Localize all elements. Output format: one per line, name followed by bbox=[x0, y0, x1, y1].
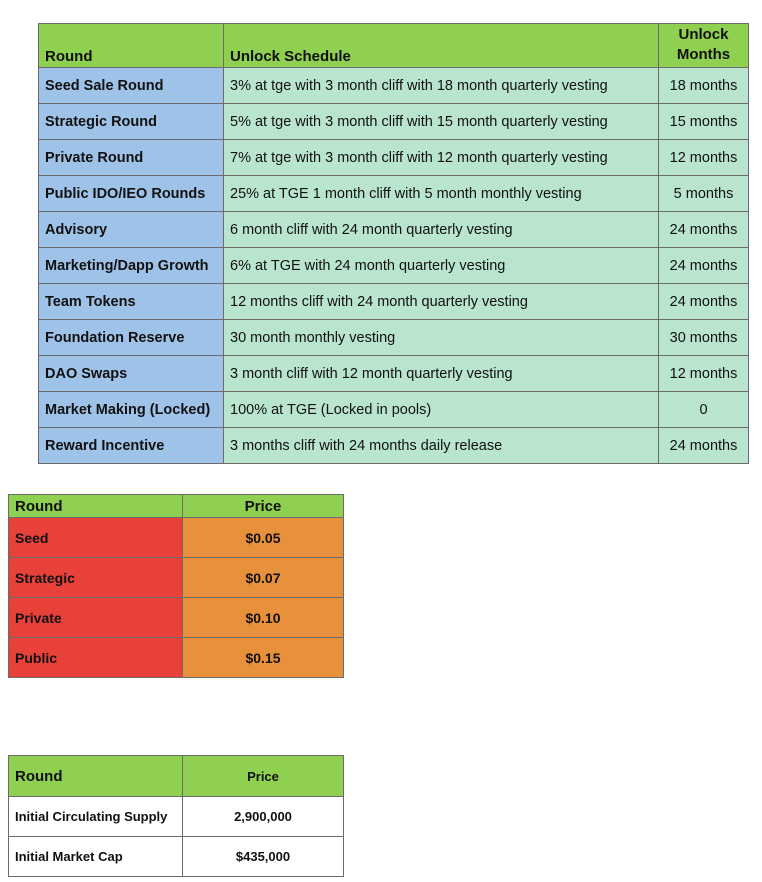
round-cell: Market Making (Locked) bbox=[39, 392, 224, 428]
round-cell: DAO Swaps bbox=[39, 356, 224, 392]
table-row bbox=[9, 638, 344, 678]
schedule-cell: 30 month monthly vesting bbox=[224, 320, 659, 356]
price-cell: $0.07 bbox=[183, 558, 344, 598]
months-cell: 15 months bbox=[659, 104, 749, 140]
table-row bbox=[39, 356, 749, 392]
months-cell: 24 months bbox=[659, 428, 749, 464]
round-cell: Foundation Reserve bbox=[39, 320, 224, 356]
months-cell: 0 bbox=[659, 392, 749, 428]
round-cell: Public bbox=[9, 638, 183, 678]
table-header-row bbox=[9, 756, 344, 797]
months-cell: 12 months bbox=[659, 140, 749, 176]
table-row bbox=[9, 558, 344, 598]
header-round: Round bbox=[39, 24, 224, 68]
months-cell: 24 months bbox=[659, 212, 749, 248]
table-row bbox=[9, 598, 344, 638]
round-cell: Team Tokens bbox=[39, 284, 224, 320]
round-cell: Reward Incentive bbox=[39, 428, 224, 464]
schedule-cell: 3 months cliff with 24 months daily release bbox=[224, 428, 659, 464]
months-cell: 30 months bbox=[659, 320, 749, 356]
months-cell: 18 months bbox=[659, 68, 749, 104]
table-row bbox=[9, 837, 344, 877]
round-cell: Strategic Round bbox=[39, 104, 224, 140]
table-row bbox=[39, 140, 749, 176]
schedule-cell: 3 month cliff with 12 month quarterly vesting bbox=[224, 356, 659, 392]
months-cell: 24 months bbox=[659, 248, 749, 284]
schedule-cell: 25% at TGE 1 month cliff with 5 month monthly vesting bbox=[224, 176, 659, 212]
header-months-line1: Unlock bbox=[678, 26, 729, 43]
header-price: Price bbox=[183, 495, 344, 518]
round-cell: Seed bbox=[9, 518, 183, 558]
table-row bbox=[39, 104, 749, 140]
months-cell: 12 months bbox=[659, 356, 749, 392]
supply-market-cap-table bbox=[8, 755, 344, 877]
round-cell: Public IDO/IEO Rounds bbox=[39, 176, 224, 212]
table-row bbox=[39, 428, 749, 464]
table-row bbox=[39, 392, 749, 428]
header-round: Round bbox=[9, 756, 183, 797]
price-cell: $0.05 bbox=[183, 518, 344, 558]
header-unlock-schedule: Unlock Schedule bbox=[224, 24, 659, 68]
round-cell: Advisory bbox=[39, 212, 224, 248]
months-cell: 5 months bbox=[659, 176, 749, 212]
metric-label-cell: Initial Market Cap bbox=[9, 837, 183, 877]
schedule-cell: 7% at tge with 3 month cliff with 12 month quarterly vesting bbox=[224, 140, 659, 176]
schedule-cell: 6 month cliff with 24 month quarterly vesting bbox=[224, 212, 659, 248]
months-cell: 24 months bbox=[659, 284, 749, 320]
round-cell: Private Round bbox=[39, 140, 224, 176]
price-cell: $0.15 bbox=[183, 638, 344, 678]
header-unlock-months bbox=[659, 24, 749, 68]
header-months-line2: Months bbox=[676, 46, 731, 63]
round-cell: Strategic bbox=[9, 558, 183, 598]
table-row bbox=[9, 518, 344, 558]
table-header-row bbox=[9, 495, 344, 518]
metric-value-cell: 2,900,000 bbox=[183, 797, 344, 837]
table-row bbox=[39, 212, 749, 248]
round-price-table bbox=[8, 494, 344, 678]
metric-label-cell: Initial Circulating Supply bbox=[9, 797, 183, 837]
schedule-cell: 5% at tge with 3 month cliff with 15 month quarterly vesting bbox=[224, 104, 659, 140]
table-row bbox=[39, 176, 749, 212]
schedule-cell: 100% at TGE (Locked in pools) bbox=[224, 392, 659, 428]
round-cell: Private bbox=[9, 598, 183, 638]
table-row bbox=[39, 320, 749, 356]
header-round: Round bbox=[9, 495, 183, 518]
round-cell: Marketing/Dapp Growth bbox=[39, 248, 224, 284]
table-row bbox=[9, 797, 344, 837]
table-row bbox=[39, 284, 749, 320]
table-header-row bbox=[39, 24, 749, 68]
unlock-schedule-table bbox=[38, 23, 749, 464]
schedule-cell: 3% at tge with 3 month cliff with 18 month quarterly vesting bbox=[224, 68, 659, 104]
round-cell: Seed Sale Round bbox=[39, 68, 224, 104]
header-price: Price bbox=[183, 756, 344, 797]
schedule-cell: 6% at TGE with 24 month quarterly vesting bbox=[224, 248, 659, 284]
schedule-cell: 12 months cliff with 24 month quarterly vesting bbox=[224, 284, 659, 320]
price-cell: $0.10 bbox=[183, 598, 344, 638]
table-row bbox=[39, 68, 749, 104]
metric-value-cell: $435,000 bbox=[183, 837, 344, 877]
table-row bbox=[39, 248, 749, 284]
